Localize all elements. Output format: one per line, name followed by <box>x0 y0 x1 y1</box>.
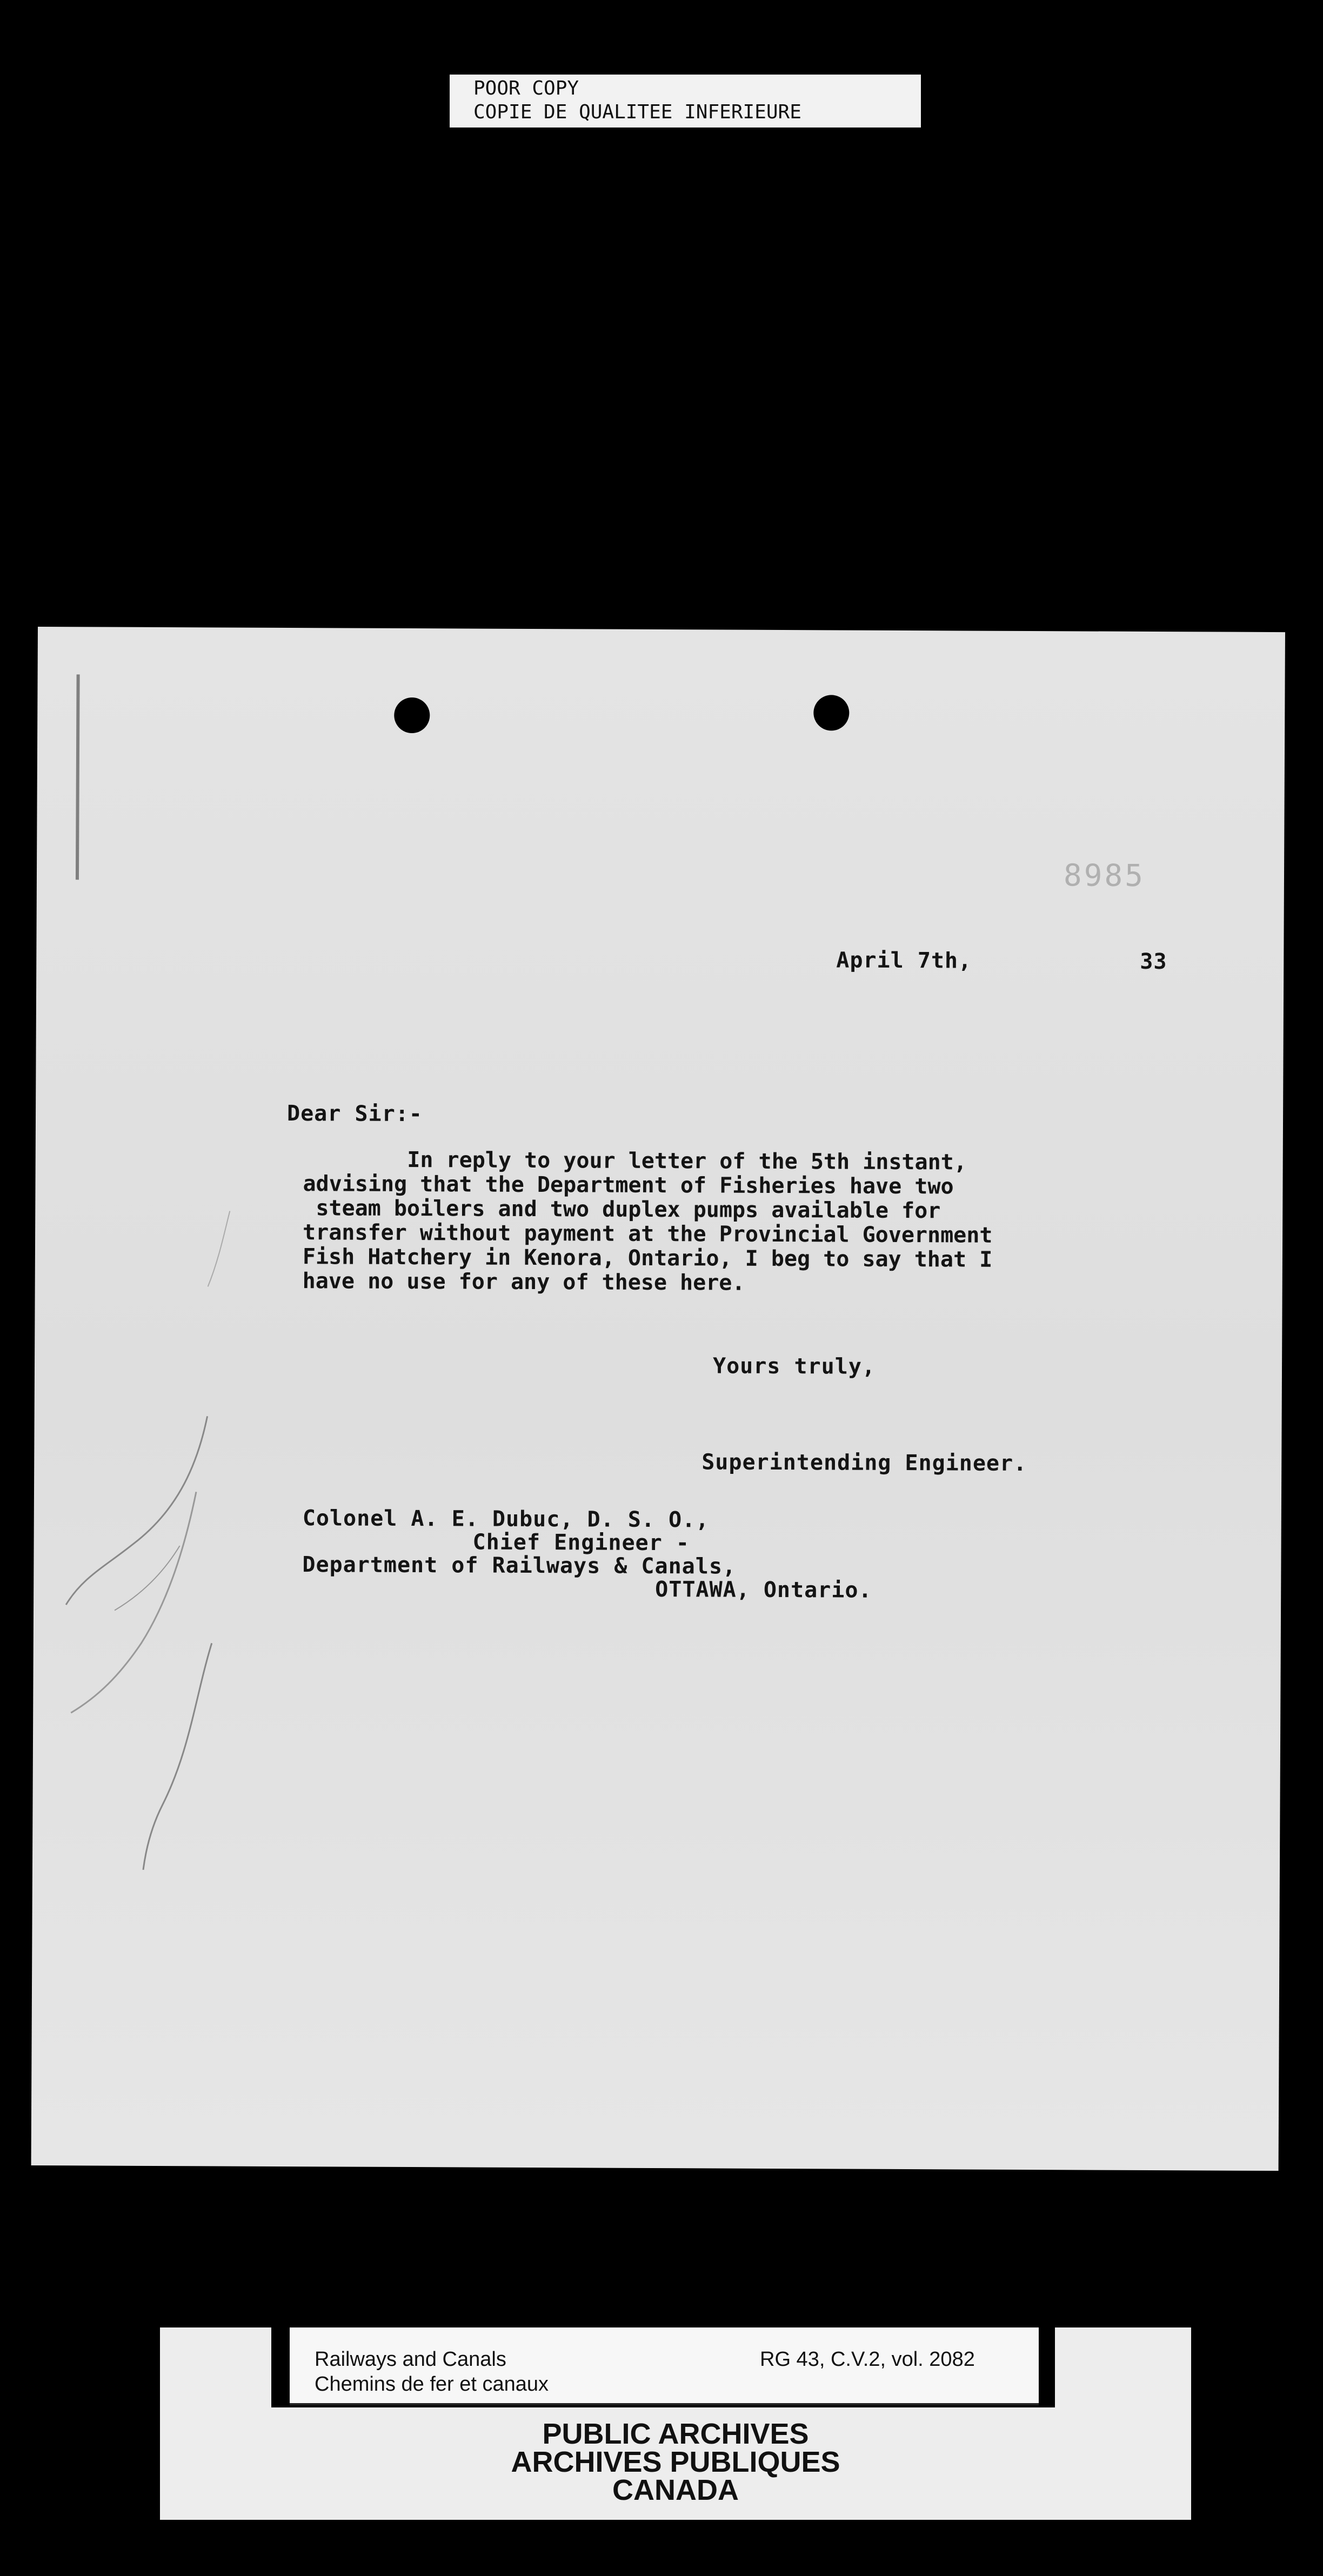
body-line: advising that the Department of Fisheries have two <box>303 1171 954 1199</box>
archive-label <box>160 2327 1191 2520</box>
punch-hole-right <box>813 695 849 730</box>
letter-body <box>303 1148 1179 1297</box>
salutation: Dear Sir:- <box>286 1101 423 1127</box>
archive-reference-number: RG 43, C.V.2, vol. 2082 <box>760 2348 975 2371</box>
closing: Yours truly, <box>712 1353 876 1379</box>
paper-scratch-marks <box>31 627 362 2167</box>
punch-hole-left <box>394 697 430 733</box>
body-line: Fish Hatchery in Kenora, Ontario, I beg to say that I <box>302 1244 993 1272</box>
archive-heading-french: ARCHIVES PUBLIQUES <box>511 2446 840 2478</box>
addressee-city: OTTAWA, Ontario. <box>655 1577 872 1603</box>
addressee-title: Chief Engineer - <box>472 1530 690 1556</box>
body-line: transfer without payment at the Provincial Government <box>303 1220 993 1248</box>
signature-title: Superintending Engineer. <box>701 1450 1027 1477</box>
addressee-name: Colonel A. E. Dubuc, D. S. O., <box>302 1506 710 1533</box>
body-line: have no use for any of these here. <box>302 1269 745 1296</box>
archive-heading-country: CANADA <box>612 2474 739 2506</box>
series-english: Railways and Canals <box>315 2348 506 2371</box>
faint-file-number: 8985 <box>1063 858 1146 894</box>
addressee-department: Department of Railways & Canals, <box>302 1552 737 1579</box>
stamp-line-english: POOR COPY <box>473 77 579 99</box>
body-line: steam boilers and two duplex pumps available for <box>303 1196 941 1224</box>
letter-year: 33 <box>1140 949 1167 975</box>
series-french: Chemins de fer et canaux <box>315 2373 549 2396</box>
archive-reference-card <box>290 2327 1039 2405</box>
letter-date: April 7th, <box>836 948 972 974</box>
page-edge-mark <box>76 674 80 880</box>
stamp-line-french: COPIE DE QUALITEE INFERIEURE <box>473 101 801 123</box>
letter-page <box>31 627 1285 2171</box>
poor-copy-stamp <box>450 75 921 128</box>
archive-heading-english: PUBLIC ARCHIVES <box>542 2418 809 2450</box>
body-line: In reply to your letter of the 5th instant, <box>303 1147 967 1175</box>
